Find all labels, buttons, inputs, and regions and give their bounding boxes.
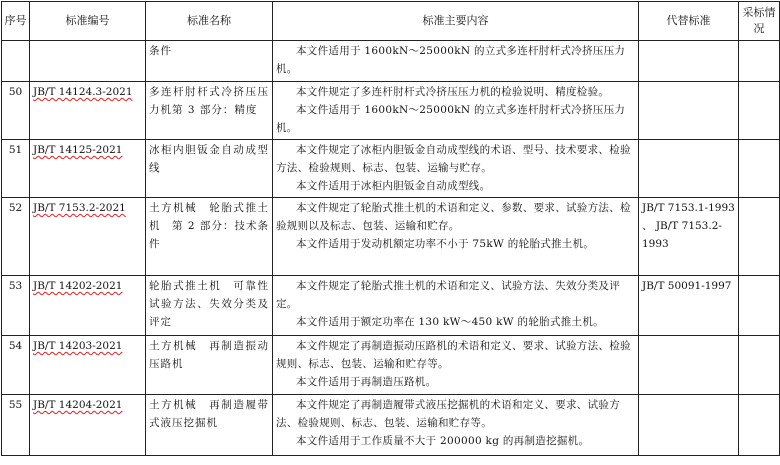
header-code: 标准编号 xyxy=(30,2,146,41)
adoption-cell xyxy=(739,198,780,276)
content-paragraph: 本文件规定了多连杆肘杆式冷挤压压力机的检验说明、精度检验。 xyxy=(296,86,610,98)
standard-code: JB/T 14202-2021 xyxy=(33,280,123,292)
code-cell xyxy=(30,140,146,198)
content-paragraph: 本文件规定了再制造振动压路机的术语和定义、要求、试验方法、检验规则、标志、包装、运输和贮存等。 xyxy=(276,340,631,370)
adoption-cell xyxy=(739,395,780,456)
seq-cell: 55 xyxy=(2,395,30,456)
standards-table xyxy=(1,1,780,456)
header-content: 标准主要内容 xyxy=(273,2,639,41)
code-cell xyxy=(30,82,146,140)
content-paragraph: 本文件适用于 1600kN～25000kN 的立式多连杆肘杆式冷挤压压力机。 xyxy=(276,45,626,75)
content-paragraph: 本文件规定了轮胎式推土机的术语和定义、参数、要求、试验方法、检验规则以及标志、包装、运输和贮存。 xyxy=(276,202,631,232)
content-paragraph: 本文件规定了冰柜内胆钣金自动成型线的术语、型号、技术要求、检验方法、检验规则、标志、包装、运输与贮存。 xyxy=(276,144,631,174)
header-row xyxy=(2,2,780,41)
replaced-cell: JB/T 7153.1-1993 、 JB/T 7153.2-1993 xyxy=(639,198,739,276)
content-paragraph: 本文件适用于工作质量不大于 200000 kg 的再制造挖掘机。 xyxy=(296,435,590,447)
seq-cell xyxy=(2,41,30,82)
seq-cell: 52 xyxy=(2,198,30,276)
continuation-row xyxy=(2,41,780,82)
content-cell xyxy=(273,41,639,82)
content-paragraph: 本文件适用于冰柜内胆钣金自动成型线。 xyxy=(296,180,491,192)
content-paragraph: 本文件规定了再制造履带式液压挖掘机的术语和定义、要求、试验方法、检验规则、标志、包装、运输和贮存等。 xyxy=(276,399,620,429)
code-cell xyxy=(30,276,146,336)
seq-cell: 54 xyxy=(2,336,30,395)
table-row xyxy=(2,82,780,140)
name-cell: 冰柜内胆钣金自动成型线 xyxy=(146,140,273,198)
seq-cell: 53 xyxy=(2,276,30,336)
name-cell: 轮胎式推土机 可靠性试验方法、失效分类及评定 xyxy=(146,276,273,336)
replaced-cell xyxy=(639,41,739,82)
replaced-cell xyxy=(639,395,739,456)
standard-code: JB/T 14204-2021 xyxy=(33,399,123,411)
name-cell: 土方机械 再制造振动压路机 xyxy=(146,336,273,395)
content-cell xyxy=(273,198,639,276)
content-paragraph: 本文件适用于额定功率在 130 kW～450 kW 的轮胎式推土机。 xyxy=(296,316,604,328)
code-cell xyxy=(30,336,146,395)
content-paragraph: 本文件适用于 1600kN～25000kN 的立式多连杆肘杆式冷挤压压力机。 xyxy=(276,104,626,134)
code-cell xyxy=(30,198,146,276)
seq-cell: 50 xyxy=(2,82,30,140)
standard-code: JB/T 14124.3-2021 xyxy=(33,86,133,98)
content-cell xyxy=(273,336,639,395)
standard-code: JB/T 14125-2021 xyxy=(33,144,123,156)
table-row xyxy=(2,276,780,336)
header-replaced: 代替标准 xyxy=(639,2,739,41)
replaced-cell xyxy=(639,82,739,140)
content-cell xyxy=(273,82,639,140)
header-seq: 序号 xyxy=(2,2,30,41)
table-row xyxy=(2,140,780,198)
replaced-cell xyxy=(639,140,739,198)
replaced-cell: JB/T 50091-1997 xyxy=(639,276,739,336)
content-cell xyxy=(273,395,639,456)
table-row xyxy=(2,336,780,395)
adoption-cell xyxy=(739,276,780,336)
seq-cell: 51 xyxy=(2,140,30,198)
standard-code: JB/T 7153.2-2021 xyxy=(33,202,126,214)
content-paragraph: 本文件适用于发动机额定功率不小于 75kW 的轮胎式推土机。 xyxy=(296,238,595,250)
standard-code: JB/T 14203-2021 xyxy=(33,340,123,352)
header-adoption: 采标情况 xyxy=(739,2,780,41)
adoption-cell xyxy=(739,140,780,198)
content-paragraph: 本文件规定了轮胎式推土机的术语和定义、试验方法、失效分类及评定。 xyxy=(276,280,620,310)
content-cell xyxy=(273,140,639,198)
name-cell: 土方机械 轮胎式推土机 第 2 部分：技术条件 xyxy=(146,198,273,276)
code-cell xyxy=(30,41,146,82)
table-row xyxy=(2,198,780,276)
header-name: 标准名称 xyxy=(146,2,273,41)
code-cell xyxy=(30,395,146,456)
name-cell: 多连杆肘杆式冷挤压压力机第 3 部分：精度 xyxy=(146,82,273,140)
table-row xyxy=(2,395,780,456)
name-cell: 条件 xyxy=(146,41,273,82)
replaced-cell xyxy=(639,336,739,395)
adoption-cell xyxy=(739,41,780,82)
name-cell: 土方机械 再制造履带式液压挖掘机 xyxy=(146,395,273,456)
content-cell xyxy=(273,276,639,336)
content-paragraph: 本文件适用于再制造压路机。 xyxy=(296,376,437,388)
adoption-cell xyxy=(739,82,780,140)
adoption-cell xyxy=(739,336,780,395)
